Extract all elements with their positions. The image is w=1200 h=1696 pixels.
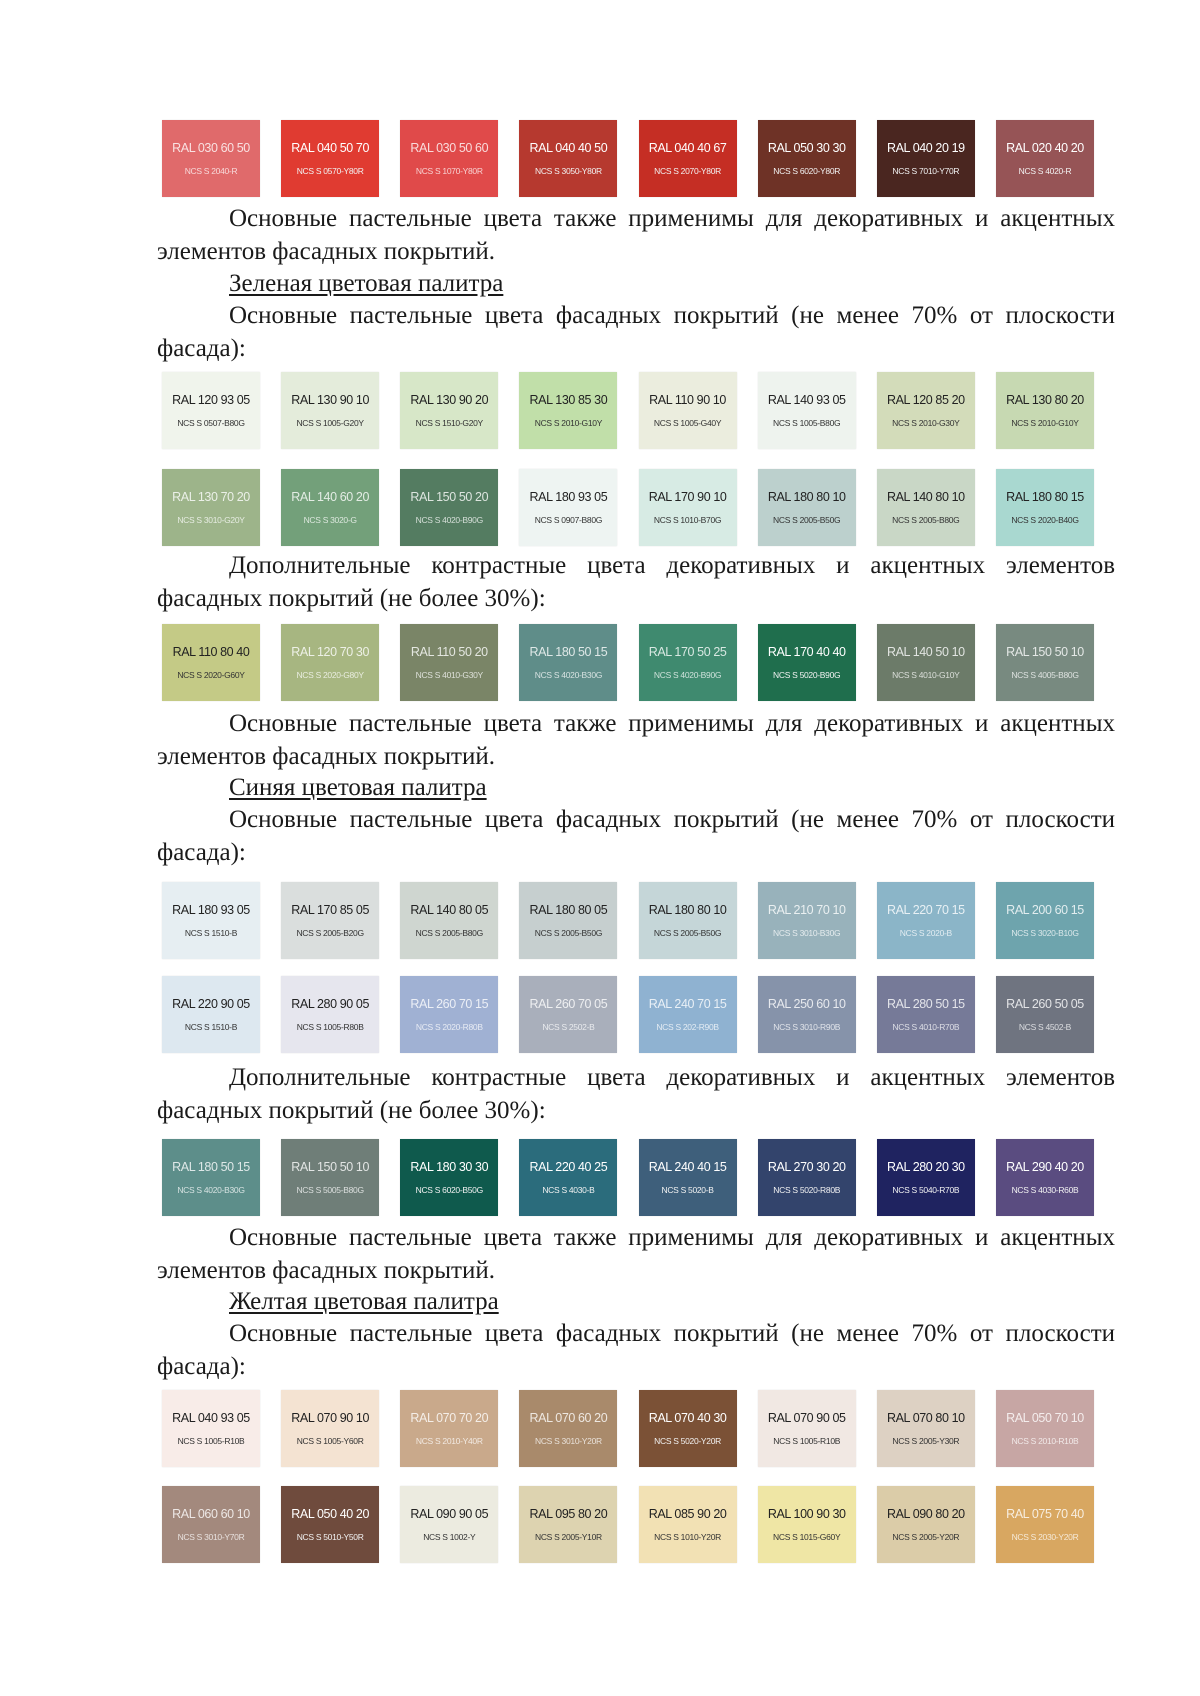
ral-code: RAL 280 90 05 <box>291 996 370 1011</box>
color-swatch <box>400 1139 498 1216</box>
paragraph-text: Основные пастельные цвета фасадных покрытий (не менее 70% от плоскости фасада): <box>157 302 1115 362</box>
color-swatch <box>996 469 1094 546</box>
ral-code: RAL 070 90 05 <box>767 1410 846 1425</box>
color-swatch <box>519 372 617 449</box>
color-swatch <box>877 120 975 197</box>
color-swatch <box>400 976 498 1053</box>
color-swatch <box>639 1486 737 1563</box>
ncs-code: NCS S 3010-Y20R <box>535 1435 602 1446</box>
ral-code: RAL 040 40 50 <box>529 140 608 155</box>
ral-code: RAL 260 70 15 <box>410 996 489 1011</box>
ncs-code: NCS S 1005-B80G <box>773 417 841 428</box>
color-swatch <box>519 976 617 1053</box>
color-swatch <box>281 469 379 546</box>
ral-code: RAL 095 80 20 <box>529 1506 608 1521</box>
ral-code: RAL 170 90 10 <box>648 489 727 504</box>
ral-code: RAL 260 70 05 <box>529 996 608 1011</box>
ral-code: RAL 240 70 15 <box>648 996 727 1011</box>
color-swatch <box>758 624 856 701</box>
color-swatch <box>639 120 737 197</box>
ncs-code: NCS S 3010-G20Y <box>177 514 245 525</box>
color-swatch <box>877 1390 975 1467</box>
ral-code: RAL 270 30 20 <box>767 1159 846 1174</box>
ral-code: RAL 130 85 30 <box>529 392 608 407</box>
ncs-code: NCS S 6020-B50G <box>415 1184 483 1195</box>
paragraph-text: Дополнительные контрастные цвета декоративных и акцентных элементов фасадных покрытий (не более 30%): <box>157 552 1115 612</box>
ncs-code: NCS S 2005-B20G <box>296 927 364 938</box>
color-swatch <box>758 1139 856 1216</box>
color-swatch <box>877 469 975 546</box>
ral-code: RAL 170 85 05 <box>291 902 370 917</box>
color-swatch <box>758 372 856 449</box>
ncs-code: NCS S 1005-Y60R <box>296 1435 364 1446</box>
ncs-code: NCS S 1005-R10B <box>177 1435 245 1446</box>
color-swatch <box>639 624 737 701</box>
color-swatch <box>281 882 379 959</box>
ral-code: RAL 060 60 10 <box>172 1506 250 1521</box>
color-swatch <box>996 882 1094 959</box>
ncs-code: NCS S 4020-B30G <box>177 1184 245 1195</box>
ncs-code: NCS S 4020-R <box>1018 165 1072 176</box>
palette-row-yellow-main-1 <box>162 1390 1094 1468</box>
ral-code: RAL 110 90 10 <box>649 392 726 407</box>
ncs-code: NCS S 3010-R90B <box>773 1021 841 1032</box>
color-swatch <box>758 1486 856 1563</box>
paragraph-text: Основные пастельные цвета также применимы для декоративных и акцентных элементов фасадных покрытий. <box>157 1224 1115 1284</box>
color-swatch <box>162 120 260 197</box>
ral-code: RAL 280 50 15 <box>886 996 965 1011</box>
color-swatch <box>639 976 737 1053</box>
ral-code: RAL 140 93 05 <box>767 392 846 407</box>
color-swatch <box>519 882 617 959</box>
ncs-code: NCS S 2010-Y40R <box>415 1435 483 1446</box>
ral-code: RAL 070 80 10 <box>886 1410 965 1425</box>
ncs-code: NCS S 2005-Y30R <box>892 1435 960 1446</box>
color-swatch <box>639 1139 737 1216</box>
ral-code: RAL 070 70 20 <box>410 1410 489 1425</box>
palette-row-blue-additional <box>162 1139 1094 1217</box>
color-swatch <box>400 469 498 546</box>
ral-code: RAL 140 60 20 <box>291 489 370 504</box>
color-swatch <box>519 1390 617 1467</box>
ral-code: RAL 085 90 20 <box>648 1506 727 1521</box>
heading-green-palette: Зеленая цветовая палитра <box>229 270 504 297</box>
ncs-code: NCS S 2010-R10B <box>1011 1435 1079 1446</box>
color-swatch <box>400 882 498 959</box>
ncs-code: NCS S 2020-R80B <box>415 1021 483 1032</box>
color-swatch <box>162 1390 260 1467</box>
color-swatch <box>877 1486 975 1563</box>
paragraph-also-applicable <box>157 203 1115 268</box>
color-swatch <box>639 1390 737 1467</box>
ral-code: RAL 090 80 20 <box>886 1506 965 1521</box>
ral-code: RAL 140 50 10 <box>886 644 965 659</box>
color-swatch <box>400 372 498 449</box>
color-swatch <box>281 1486 379 1563</box>
ncs-code: NCS S 2005-Y20R <box>892 1531 960 1542</box>
palette-row-blue-main-1 <box>162 882 1094 960</box>
ral-code: RAL 130 90 20 <box>410 392 489 407</box>
ncs-code: NCS S 1010-B70G <box>653 514 722 525</box>
color-swatch <box>639 469 737 546</box>
palette-row-green-main-1 <box>162 372 1094 450</box>
ncs-code: NCS S 1015-G60Y <box>773 1531 841 1542</box>
palette-row-blue-main-2 <box>162 976 1094 1054</box>
ncs-code: NCS S 4010-R70B <box>892 1021 960 1032</box>
ral-code: RAL 070 60 20 <box>529 1410 608 1425</box>
color-swatch <box>519 624 617 701</box>
ral-code: RAL 050 30 30 <box>767 140 846 155</box>
ral-code: RAL 130 70 20 <box>172 489 250 504</box>
ral-code: RAL 040 50 70 <box>291 140 370 155</box>
ral-code: RAL 150 50 10 <box>291 1159 370 1174</box>
paragraph-main-pastel <box>157 1318 1115 1383</box>
ncs-code: NCS S 2005-B80G <box>415 927 483 938</box>
ral-code: RAL 075 70 40 <box>1006 1506 1084 1521</box>
ncs-code: NCS S 2040-R <box>184 165 238 176</box>
ncs-code: NCS S 2020-B40G <box>1011 514 1079 525</box>
ral-code: RAL 120 70 30 <box>291 644 370 659</box>
color-swatch <box>758 976 856 1053</box>
color-swatch <box>400 624 498 701</box>
paragraph-additional <box>157 550 1115 615</box>
ncs-code: NCS S 5005-B80G <box>296 1184 364 1195</box>
color-swatch <box>519 469 617 546</box>
ral-code: RAL 220 40 25 <box>529 1159 608 1174</box>
palette-row-yellow-main-2 <box>162 1486 1094 1564</box>
ncs-code: NCS S 5020-B <box>661 1184 714 1195</box>
ral-code: RAL 180 80 05 <box>529 902 608 917</box>
ral-code: RAL 250 60 10 <box>767 996 846 1011</box>
ral-code: RAL 180 50 15 <box>172 1159 250 1174</box>
ncs-code: NCS S 2020-G80Y <box>296 669 364 680</box>
ral-code: RAL 180 80 15 <box>1006 489 1084 504</box>
paragraph-text: Основные пастельные цвета фасадных покрытий (не менее 70% от плоскости фасада): <box>157 1320 1115 1380</box>
color-swatch <box>400 120 498 197</box>
ncs-code: NCS S 3020-B10G <box>1011 927 1079 938</box>
ncs-code: NCS S 4010-G10Y <box>892 669 960 680</box>
color-swatch <box>877 624 975 701</box>
ncs-code: NCS S 2005-B50G <box>653 927 722 938</box>
ral-code: RAL 180 50 15 <box>529 644 608 659</box>
ncs-code: NCS S 0907-B80G <box>534 514 603 525</box>
color-swatch <box>639 882 737 959</box>
paragraph-text: Основные пастельные цвета также применимы для декоративных и акцентных элементов фасадных покрытий. <box>157 710 1115 770</box>
color-swatch <box>281 624 379 701</box>
ncs-code: NCS S 5040-R70B <box>892 1184 960 1195</box>
ncs-code: NCS S 4030-R60B <box>1011 1184 1079 1195</box>
ral-code: RAL 120 85 20 <box>886 392 965 407</box>
ncs-code: NCS S 2010-G10Y <box>1011 417 1079 428</box>
color-swatch <box>758 882 856 959</box>
color-swatch <box>162 624 260 701</box>
ral-code: RAL 110 80 40 <box>172 644 250 659</box>
color-swatch <box>996 976 1094 1053</box>
ral-code: RAL 180 93 05 <box>529 489 608 504</box>
ncs-code: NCS S 1510-B <box>184 1021 238 1032</box>
color-swatch <box>162 372 260 449</box>
ral-code: RAL 220 90 05 <box>172 996 250 1011</box>
ncs-code: NCS S 1010-Y20R <box>654 1531 721 1542</box>
color-swatch <box>758 1390 856 1467</box>
ncs-code: NCS S 5010-Y50R <box>296 1531 364 1542</box>
paragraph-text: Дополнительные контрастные цвета декоративных и акцентных элементов фасадных покрытий (не более 30%): <box>157 1064 1115 1124</box>
color-swatch <box>877 976 975 1053</box>
ncs-code: NCS S 2005-B50G <box>773 514 841 525</box>
ral-code: RAL 290 40 20 <box>1006 1159 1084 1174</box>
ral-code: RAL 040 20 19 <box>886 140 965 155</box>
ral-code: RAL 050 40 20 <box>291 1506 370 1521</box>
ral-code: RAL 100 90 30 <box>767 1506 846 1521</box>
ncs-code: NCS S 6020-Y80R <box>773 165 841 176</box>
color-swatch <box>400 1390 498 1467</box>
color-swatch <box>519 1139 617 1216</box>
ral-code: RAL 120 93 05 <box>172 392 250 407</box>
ral-code: RAL 180 30 30 <box>410 1159 489 1174</box>
color-swatch <box>281 120 379 197</box>
ral-code: RAL 020 40 20 <box>1006 140 1084 155</box>
ncs-code: NCS S 2070-Y80R <box>654 165 721 176</box>
ral-code: RAL 090 90 05 <box>410 1506 489 1521</box>
color-swatch <box>281 1390 379 1467</box>
heading-yellow-palette: Желтая цветовая палитра <box>229 1288 499 1315</box>
color-swatch <box>162 882 260 959</box>
ral-code: RAL 040 93 05 <box>172 1410 250 1425</box>
color-swatch <box>996 372 1094 449</box>
ncs-code: NCS S 4020-B90G <box>653 669 722 680</box>
ral-code: RAL 140 80 05 <box>410 902 489 917</box>
ncs-code: NCS S 4020-B90G <box>415 514 483 525</box>
ncs-code: NCS S 1510-B <box>184 927 238 938</box>
color-swatch <box>281 976 379 1053</box>
palette-row-green-additional <box>162 624 1094 702</box>
color-swatch <box>519 1486 617 1563</box>
ral-code: RAL 070 90 10 <box>291 1410 370 1425</box>
ncs-code: NCS S 2502-B <box>542 1021 595 1032</box>
ral-code: RAL 220 70 15 <box>886 902 965 917</box>
color-swatch <box>877 372 975 449</box>
ral-code: RAL 180 93 05 <box>172 902 250 917</box>
paragraph-text: Основные пастельные цвета также применимы для декоративных и акцентных элементов фасадных покрытий. <box>157 205 1115 265</box>
ncs-code: NCS S 3010-Y70R <box>177 1531 245 1542</box>
palette-row-red-additional <box>162 120 1094 198</box>
ncs-code: NCS S 2005-B80G <box>892 514 960 525</box>
ral-code: RAL 280 20 30 <box>886 1159 965 1174</box>
ncs-code: NCS S 5020-Y20R <box>654 1435 721 1446</box>
color-swatch <box>877 1139 975 1216</box>
color-swatch <box>281 1139 379 1216</box>
color-swatch <box>996 1486 1094 1563</box>
color-swatch <box>639 372 737 449</box>
ncs-code: NCS S 1005-R10B <box>773 1435 841 1446</box>
color-swatch <box>996 1390 1094 1467</box>
color-swatch <box>996 1139 1094 1216</box>
ral-code: RAL 170 40 40 <box>767 644 846 659</box>
ncs-code: NCS S 5020-B90G <box>773 669 841 680</box>
ral-code: RAL 040 40 67 <box>648 140 727 155</box>
color-swatch <box>519 120 617 197</box>
ncs-code: NCS S 3020-G <box>303 514 357 525</box>
ral-code: RAL 030 50 60 <box>410 140 489 155</box>
ral-code: RAL 070 40 30 <box>648 1410 727 1425</box>
ral-code: RAL 170 50 25 <box>648 644 727 659</box>
color-swatch <box>162 1486 260 1563</box>
ral-code: RAL 240 40 15 <box>648 1159 727 1174</box>
ncs-code: NCS S 2020-G60Y <box>177 669 245 680</box>
ral-code: RAL 130 80 20 <box>1006 392 1084 407</box>
ncs-code: NCS S 3050-Y80R <box>535 165 602 176</box>
ncs-code: NCS S 1005-G40Y <box>653 417 722 428</box>
ncs-code: NCS S 3010-B30G <box>773 927 841 938</box>
paragraph-also-applicable <box>157 708 1115 773</box>
color-swatch <box>400 1486 498 1563</box>
paragraph-main-pastel <box>157 804 1115 869</box>
ral-code: RAL 210 70 10 <box>767 902 846 917</box>
ral-code: RAL 150 50 10 <box>1006 644 1084 659</box>
ncs-code: NCS S 1002-Y <box>423 1531 476 1542</box>
color-swatch <box>162 469 260 546</box>
ral-code: RAL 200 60 15 <box>1006 902 1084 917</box>
ral-code: RAL 140 80 10 <box>886 489 965 504</box>
color-swatch <box>996 624 1094 701</box>
ncs-code: NCS S 4502-B <box>1018 1021 1072 1032</box>
color-swatch <box>758 469 856 546</box>
ncs-code: NCS S 4010-G30Y <box>415 669 483 680</box>
color-swatch <box>281 372 379 449</box>
ral-code: RAL 260 50 05 <box>1006 996 1084 1011</box>
ral-code: RAL 050 70 10 <box>1006 1410 1084 1425</box>
paragraph-text: Основные пастельные цвета фасадных покрытий (не менее 70% от плоскости фасада): <box>157 806 1115 866</box>
ncs-code: NCS S 2030-Y20R <box>1011 1531 1079 1542</box>
ncs-code: NCS S 2020-B <box>899 927 952 938</box>
color-swatch <box>996 120 1094 197</box>
ncs-code: NCS S 4030-B <box>542 1184 595 1195</box>
ncs-code: NCS S 2010-G30Y <box>892 417 960 428</box>
ncs-code: NCS S 2010-G10Y <box>534 417 603 428</box>
paragraph-also-applicable <box>157 1222 1115 1287</box>
color-swatch <box>162 976 260 1053</box>
ncs-code: NCS S 1005-G20Y <box>296 417 364 428</box>
ral-code: RAL 180 80 10 <box>648 902 727 917</box>
ral-code: RAL 180 80 10 <box>767 489 846 504</box>
paragraph-main-pastel <box>157 300 1115 365</box>
ral-code: RAL 110 50 20 <box>410 644 488 659</box>
ncs-code: NCS S 0570-Y80R <box>296 165 364 176</box>
ncs-code: NCS S 2005-Y10R <box>535 1531 602 1542</box>
ncs-code: NCS S 202-R90B <box>656 1021 719 1032</box>
palette-row-green-main-2 <box>162 469 1094 547</box>
ncs-code: NCS S 4005-B80G <box>1011 669 1079 680</box>
ncs-code: NCS S 0507-B80G <box>177 417 245 428</box>
ral-code: RAL 030 60 50 <box>172 140 250 155</box>
color-swatch <box>162 1139 260 1216</box>
ncs-code: NCS S 7010-Y70R <box>892 165 960 176</box>
ncs-code: NCS S 1510-G20Y <box>415 417 483 428</box>
ral-code: RAL 130 90 10 <box>291 392 370 407</box>
heading-blue-palette: Синяя цветовая палитра <box>229 774 487 801</box>
ncs-code: NCS S 1005-R80B <box>296 1021 364 1032</box>
ncs-code: NCS S 2005-B50G <box>534 927 603 938</box>
color-swatch <box>758 120 856 197</box>
paragraph-additional <box>157 1062 1115 1127</box>
ral-code: RAL 150 50 20 <box>410 489 489 504</box>
ncs-code: NCS S 1070-Y80R <box>415 165 483 176</box>
ncs-code: NCS S 5020-R80B <box>773 1184 841 1195</box>
color-swatch <box>877 882 975 959</box>
ncs-code: NCS S 4020-B30G <box>534 669 603 680</box>
